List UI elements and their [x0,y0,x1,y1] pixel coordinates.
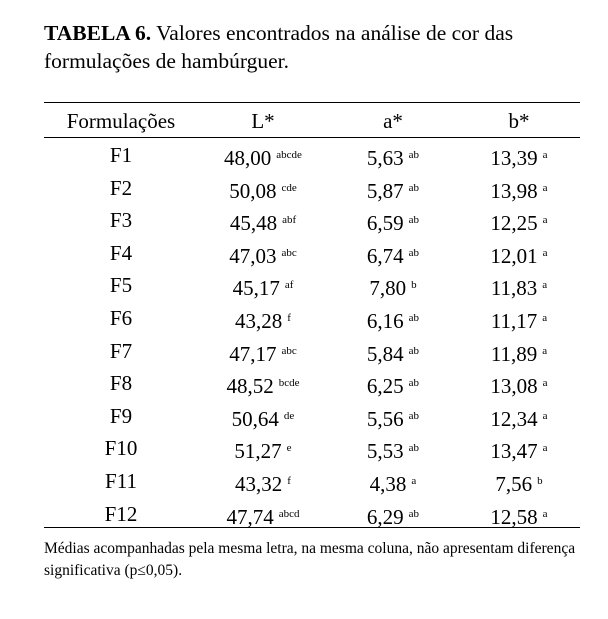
cell-a-significance-letters: ab [408,442,420,455]
cell-b-significance-letters: a [542,344,548,357]
cell-b [458,335,580,370]
cell-l [198,432,328,467]
cell-b [458,269,580,304]
cell-l-significance-letters: cde [281,181,297,194]
table-row [44,139,580,171]
table-header-rule [44,137,580,138]
cell-l [198,204,328,239]
cell-l [198,367,328,402]
cell-a-significance-letters: ab [408,344,420,357]
cell-b-value: 12,25 [490,211,538,236]
cell-l-significance-letters: abc [281,246,297,259]
cell-formulacao [44,302,198,334]
cell-b-significance-letters: b [537,475,543,487]
cell-a-value: 5,87 [366,178,404,203]
cell-a [328,432,458,467]
table-caption [44,19,589,75]
cell-b-value: 11,89 [490,341,538,366]
cell-l-significance-letters: abcd [278,507,300,520]
cell-a-significance-letters: ab [408,377,420,390]
cell-b-value: 12,01 [490,243,538,268]
table-row [44,367,580,399]
table-row [44,465,580,497]
cell-l-significance-letters: abcde [276,149,302,161]
cell-b-significance-letters: a [542,377,548,390]
cell-formulacao-value: F3 [109,208,133,233]
cell-l-value: 47,17 [229,341,277,366]
cell-a-value: 6,16 [366,309,404,333]
cell-formulacao-value: F7 [109,338,133,363]
cell-l [198,139,328,174]
cell-formulacao-value: F8 [109,371,133,396]
table-row [44,400,580,432]
cell-l-value: 48,00 [224,146,272,170]
table-bottom-rule [44,527,580,528]
cell-b-value: 13,08 [490,374,538,399]
cell-a-significance-letters: ab [408,181,420,194]
cell-a-significance-letters: a [411,475,417,487]
cell-b-significance-letters: a [542,507,548,520]
cell-a-significance-letters: ab [408,312,420,324]
cell-l-value: 47,74 [226,504,274,529]
cell-a-value: 5,56 [366,406,404,431]
cell-b [458,367,580,402]
table-row [44,269,580,301]
cell-b [458,172,580,207]
header-formulacoes: Formulações [66,109,176,133]
cell-l-significance-letters: f [287,312,291,324]
cell-b [458,139,580,174]
cell-a [328,139,458,174]
cell-b-value: 7,56 [495,472,533,496]
cell-l-value: 45,17 [232,276,280,301]
cell-a-significance-letters: b [411,279,417,292]
cell-formulacao [44,400,198,432]
cell-l [198,335,328,370]
cell-a-value: 5,63 [366,146,404,170]
table-footnote: Médias acompanhadas pela mesma letra, na mesma coluna, não apresentam diferença significativa (p≤0,05). [44,540,576,579]
cell-a-significance-letters: ab [408,246,420,259]
cell-b-value: 13,98 [490,178,538,203]
table-row [44,204,580,236]
cell-l [198,400,328,435]
cell-formulacao [44,269,198,301]
table-top-rule [44,102,580,103]
cell-formulacao [44,237,198,269]
cell-b [458,204,580,239]
cell-formulacao [44,498,198,530]
table-row [44,237,580,269]
cell-b-significance-letters: a [542,149,548,161]
cell-formulacao-value: F12 [104,501,138,526]
cell-b-value: 11,83 [490,276,538,301]
cell-a-value: 6,59 [366,211,404,236]
cell-formulacao [44,172,198,204]
cell-a-significance-letters: ab [408,149,420,161]
cell-a [328,237,458,272]
cell-l-value: 45,48 [229,211,278,236]
cell-b-significance-letters: a [542,409,548,422]
cell-l-value: 47,03 [229,243,277,268]
cell-l-value: 43,32 [235,472,283,496]
table-row [44,302,580,334]
cell-l-value: 51,27 [234,439,282,464]
cell-a [328,269,458,304]
cell-l-significance-letters: de [283,409,295,422]
cell-b [458,237,580,272]
cell-formulacao-value: F2 [109,175,133,200]
cell-b-value: 11,17 [490,309,538,333]
cell-l-value: 48,52 [226,374,274,399]
cell-l-significance-letters: e [286,442,292,455]
header-b: b* [508,109,530,133]
header-a: a* [383,109,403,133]
cell-a-value: 6,25 [366,374,404,399]
cell-b-significance-letters: a [542,279,548,292]
cell-formulacao-value: F4 [109,240,133,265]
cell-formulacao-value: F1 [109,143,133,167]
cell-a-significance-letters: ab [408,507,420,520]
cell-l [198,172,328,207]
cell-a-significance-letters: ab [408,214,420,227]
cell-b [458,400,580,435]
cell-a-value: 7,80 [369,276,407,301]
cell-l-value: 43,28 [235,309,283,333]
table-caption-label: TABELA 6. [44,21,152,45]
table-header-row [44,105,580,137]
cell-l-significance-letters: f [287,475,291,487]
cell-formulacao-value: F9 [109,403,133,428]
cell-a [328,335,458,370]
cell-b-significance-letters: a [542,442,548,455]
cell-a [328,465,458,500]
cell-b-value: 13,39 [490,146,538,170]
table-row [44,432,580,464]
cell-l-value: 50,64 [231,406,279,431]
cell-formulacao [44,465,198,497]
cell-l [198,237,328,272]
cell-formulacao-value: F10 [104,436,138,461]
cell-l [198,465,328,500]
cell-b-significance-letters: a [542,312,548,324]
cell-a [328,302,458,337]
table-row [44,172,580,204]
cell-formulacao [44,139,198,171]
cell-b-value: 12,34 [490,406,538,431]
cell-a [328,204,458,239]
cell-a-value: 5,53 [366,439,404,464]
cell-b-significance-letters: a [542,246,548,259]
cell-b-significance-letters: a [542,214,548,227]
cell-formulacao-value: F11 [105,469,137,493]
cell-formulacao-value: F5 [109,273,133,298]
cell-l-significance-letters: abc [281,344,297,357]
cell-a-value: 5,84 [366,341,404,366]
cell-l-value: 50,08 [229,178,277,203]
cell-b [458,302,580,337]
header-l: L* [251,109,275,133]
cell-formulacao [44,335,198,367]
cell-formulacao-value: F6 [109,306,133,330]
cell-l [198,302,328,337]
cell-a-value: 6,74 [366,243,404,268]
cell-l-significance-letters: abf [282,214,297,227]
cell-b [458,432,580,467]
cell-a [328,400,458,435]
cell-a-significance-letters: ab [408,409,420,422]
table-row [44,498,580,530]
cell-formulacao [44,432,198,464]
cell-b [458,465,580,500]
cell-a-value: 6,29 [366,504,404,529]
cell-l-significance-letters: bcde [278,377,300,390]
cell-a-value: 4,38 [369,472,407,496]
cell-l [198,269,328,304]
cell-formulacao [44,204,198,236]
cell-formulacao [44,367,198,399]
cell-l-significance-letters: af [284,279,294,292]
cell-b-value: 13,47 [490,439,538,464]
cell-b-value: 12,58 [490,504,538,529]
cell-a [328,367,458,402]
cell-b-significance-letters: a [542,181,548,194]
table-row [44,335,580,367]
cell-a [328,172,458,207]
table-caption-text: Valores encontrados na análise de cor das formulações de hambúrguer. [44,21,514,73]
